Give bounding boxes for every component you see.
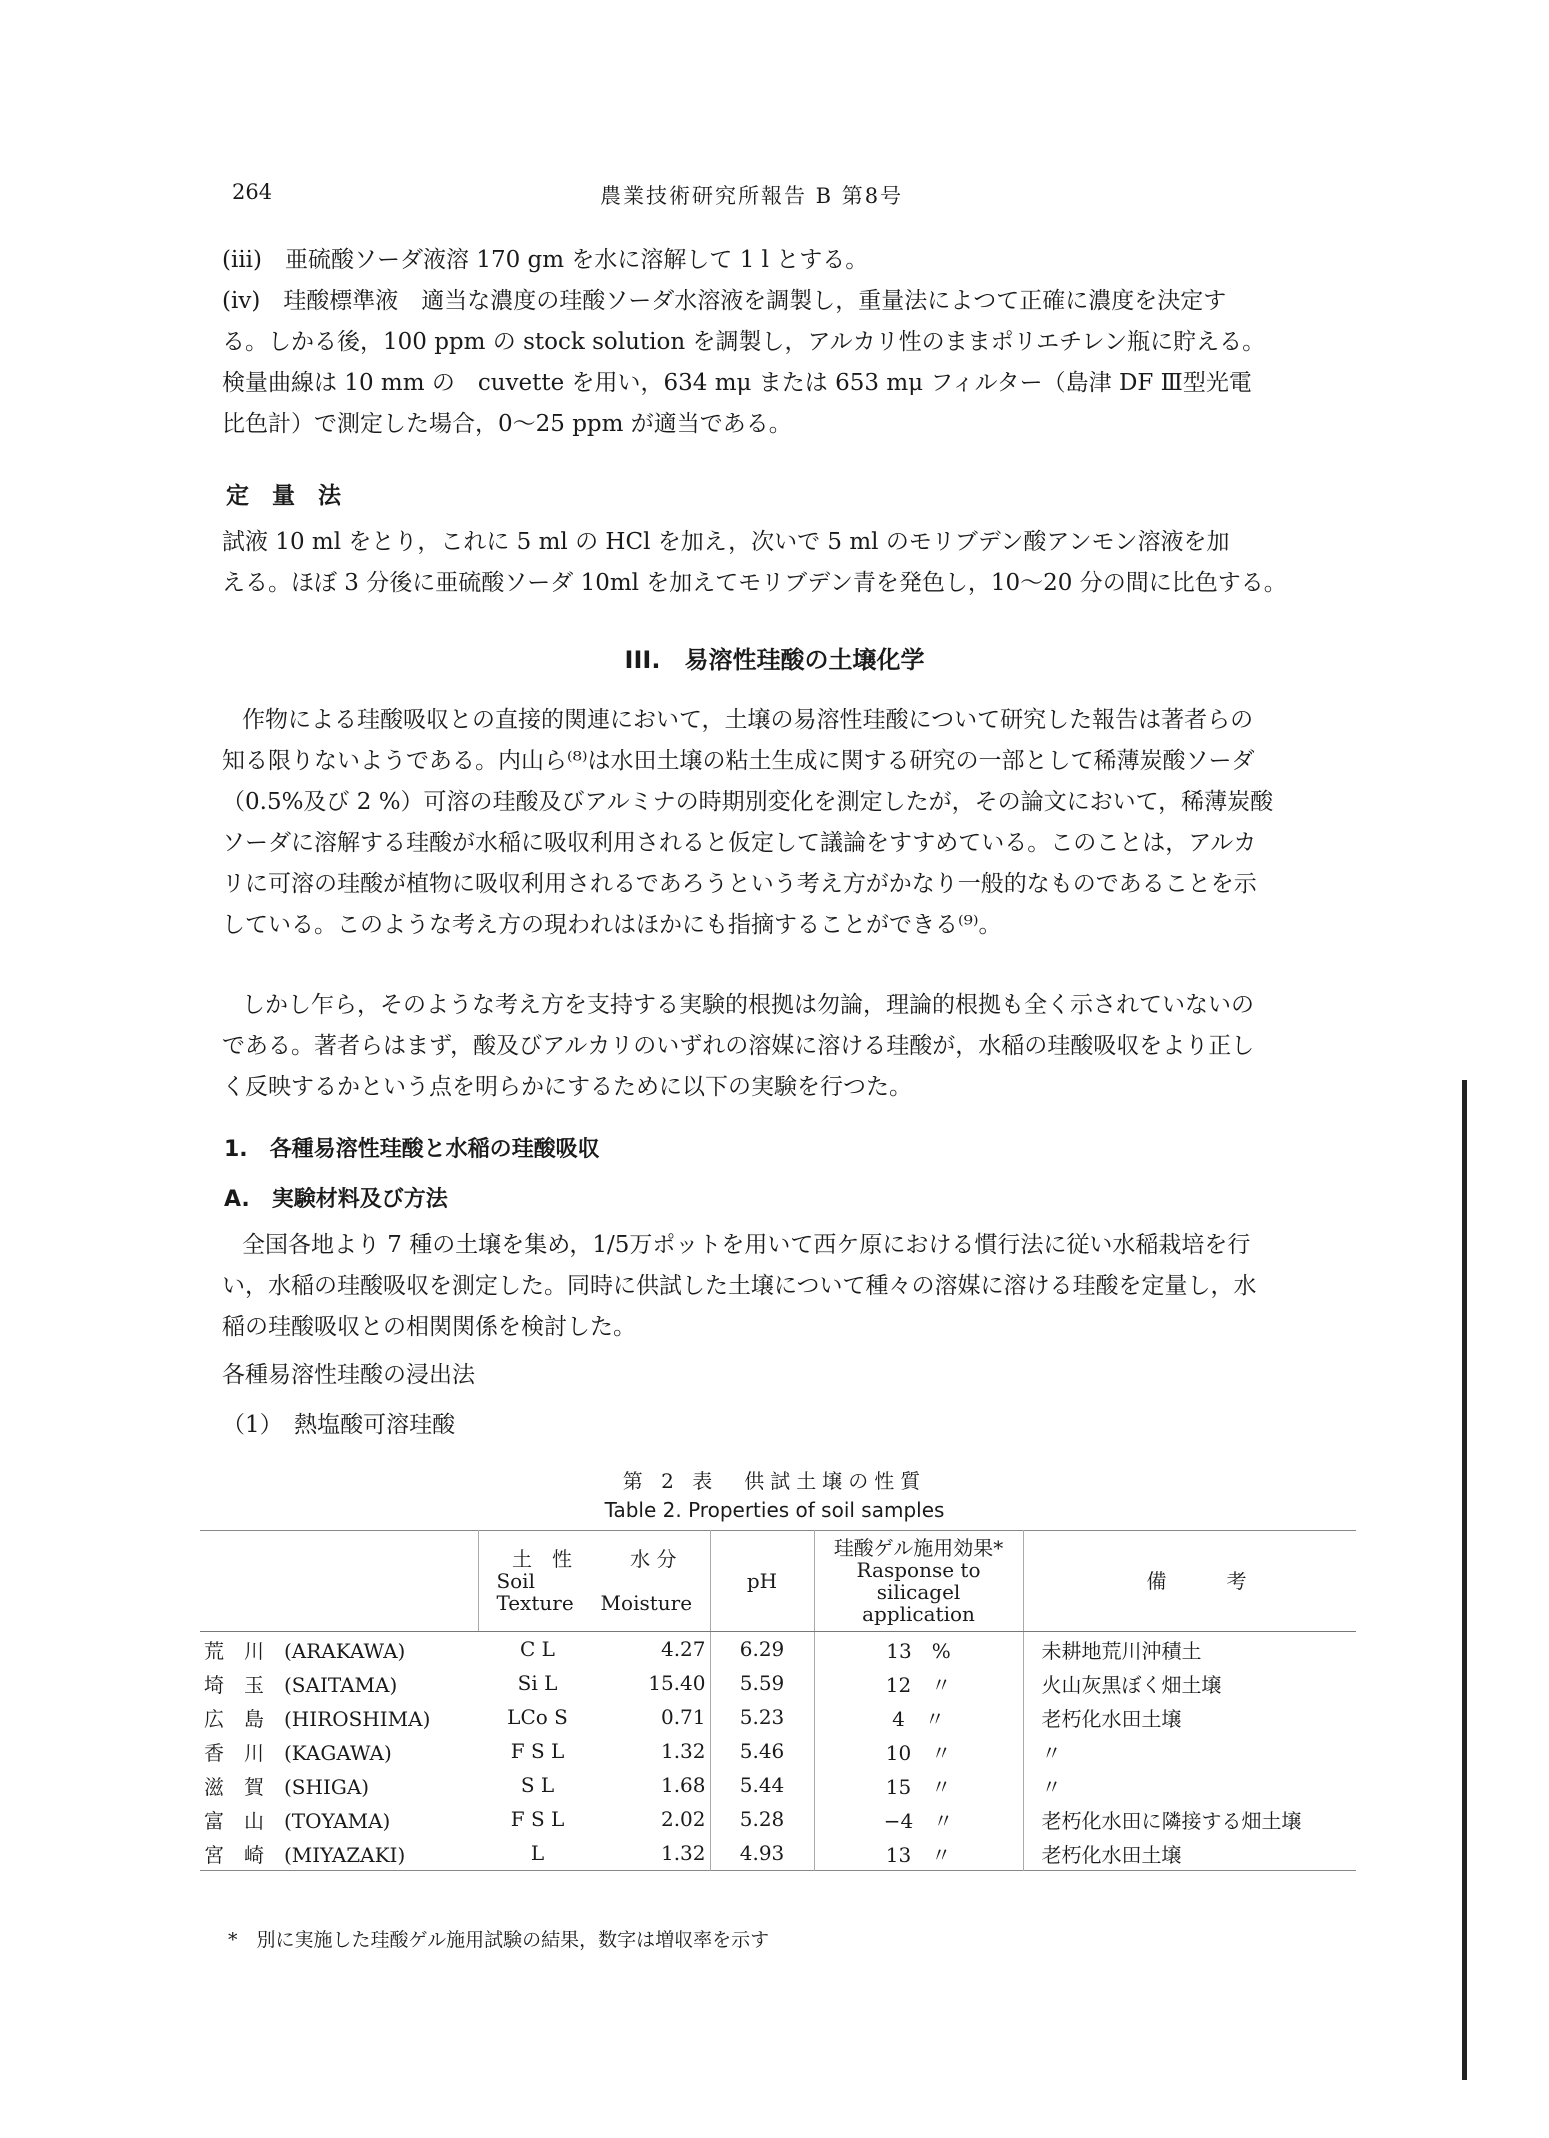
header-ph: pH [710, 1531, 814, 1632]
section-paragraph-1 [222, 700, 1307, 946]
cell-site: 富 山 (TOYAMA) [204, 1808, 391, 1833]
header-remarks: 備 考 [1023, 1531, 1356, 1632]
cell-moisture: 1.32 [660, 1841, 706, 1865]
cell-texture: F S L [510, 1739, 565, 1763]
header-texture-en: Soil Texture [496, 1569, 574, 1615]
cell-remarks: 老朽化水田土壌 [1041, 1706, 1182, 1731]
table-row [200, 1666, 1356, 1700]
reagent-list [222, 240, 1307, 445]
para-line: （0.5%及び 2 %）可溶の珪酸及びアルミナの時期別変化を測定したが，その論文において，稀薄炭酸 [222, 789, 1274, 815]
header-moisture-ja: 水 分 [630, 1547, 677, 1571]
cell-response: 15 〃 [814, 1768, 1023, 1802]
cell-remarks: 未耕地荒川沖積土 [1041, 1638, 1202, 1663]
cell-remarks: 老朽化水田土壌 [1041, 1842, 1182, 1867]
cell-response: 10 〃 [814, 1734, 1023, 1768]
table-footnote: * 別に実施した珪酸ゲル施用試験の結果，数字は増収率を示す [228, 1929, 770, 1951]
cell-moisture: 15.40 [648, 1671, 706, 1695]
subsection-a-heading: A. 実験材料及び方法 [224, 1187, 448, 1212]
cell-ph: 5.46 [710, 1734, 814, 1768]
quant-line: える。ほぼ 3 分後に亜硫酸ソーダ 10ml を加えてモリブデン青を発色し，10～20 分の間に比色する。 [222, 570, 1287, 596]
para-line: 稲の珪酸吸収との相関関係を検討した。 [222, 1314, 636, 1340]
cell-texture: F S L [510, 1807, 565, 1831]
reagent-iv-line: (iv) 珪酸標準液 適当な濃度の珪酸ソーダ水溶液を調製し，重量法によつて正確に濃度を決定す [222, 288, 1227, 314]
cell-ph: 5.44 [710, 1768, 814, 1802]
reagent-iv-line: 検量曲線は 10 mm の cuvette を用い，634 mμ または 653 mμ フィルター（島津 DF Ⅲ型光電 [222, 370, 1252, 396]
reagent-iv-line: る。しかる後，100 ppm の stock solution を調製し，アルカリ性のままポリエチレン瓶に貯える。 [222, 329, 1266, 355]
header-response-ja: 珪酸ゲル施用効果* [833, 1536, 1004, 1560]
para-line: く反映するかという点を明らかにするために以下の実験を行つた。 [222, 1074, 912, 1100]
table-row [200, 1734, 1356, 1768]
quant-heading: 定 量 法 [226, 482, 341, 509]
subsection-heading: 1. 各種易溶性珪酸と水稲の珪酸吸収 [224, 1137, 600, 1162]
header-response [814, 1531, 1023, 1632]
table-row [200, 1836, 1356, 1871]
table-row [200, 1632, 1356, 1667]
cell-site: 広 島 (HIROSHIMA) [204, 1706, 431, 1731]
para-line: 知る限りないようである。内山ら⁽⁸⁾は水田土壌の粘土生成に関する研究の一部として稀薄炭酸ソーダ [222, 748, 1255, 774]
table-row [200, 1768, 1356, 1802]
table-row [200, 1700, 1356, 1734]
header-texture-moisture [479, 1531, 711, 1632]
reagent-iii: (iii) 亜硫酸ソーダ液溶 170 gm を水に溶解して 1 l とする。 [222, 247, 869, 273]
cell-remarks: 火山灰黒ぼく畑土壌 [1041, 1672, 1222, 1697]
cell-remarks: 老朽化水田に隣接する畑土壌 [1041, 1808, 1302, 1833]
extraction-item: （1） 熱塩酸可溶珪酸 [222, 1412, 456, 1438]
cell-site: 荒 川 (ARAKAWA) [204, 1638, 406, 1663]
cell-ph: 5.28 [710, 1802, 814, 1836]
cell-moisture: 1.68 [660, 1773, 706, 1797]
cell-ph: 5.23 [710, 1700, 814, 1734]
para-line: リに可溶の珪酸が植物に吸収利用されるであろうという考え方がかなり一般的なものであることを示 [222, 871, 1257, 897]
cell-response: 4 〃 [814, 1700, 1023, 1734]
reagent-iv-line: 比色計）で測定した場合，0～25 ppm が適当である。 [222, 411, 792, 437]
cell-ph: 6.29 [710, 1632, 814, 1667]
cell-remarks: 〃 [1041, 1774, 1062, 1799]
cell-ph: 5.59 [710, 1666, 814, 1700]
cell-texture: L [530, 1841, 545, 1865]
para-line: ソーダに溶解する珪酸が水稲に吸収利用されると仮定して議論をすすめている。このことは，アルカ [222, 830, 1257, 856]
quant-line: 試液 10 ml をとり，これに 5 ml の HCl を加え，次いで 5 ml のモリブデン酸アンモン溶液を加 [222, 529, 1230, 555]
cell-texture: C L [520, 1637, 555, 1661]
para-line: しかし乍ら，そのような考え方を支持する実験的根拠は勿論，理論的根拠も全く示されていないの [242, 992, 1254, 1018]
header-moisture-en: Moisture [600, 1591, 693, 1615]
cell-moisture: 0.71 [660, 1705, 706, 1729]
running-title: 農業技術研究所報告 B 第8号 [600, 184, 904, 208]
cell-texture: S L [520, 1773, 555, 1797]
cell-response: −4 〃 [814, 1802, 1023, 1836]
section-paragraph-3 [222, 1225, 1307, 1348]
section-paragraph-2 [222, 985, 1307, 1108]
cell-moisture: 1.32 [660, 1739, 706, 1763]
cell-ph: 4.93 [710, 1836, 814, 1871]
table-row [200, 1802, 1356, 1836]
page-number: 264 [232, 180, 273, 204]
para-line: い，水稲の珪酸吸収を測定した。同時に供試した土壌について種々の溶媒に溶ける珪酸を定量し，水 [222, 1273, 1257, 1299]
soil-properties-table [200, 1530, 1356, 1871]
cell-moisture: 4.27 [660, 1637, 706, 1661]
cell-texture: Si L [517, 1671, 558, 1695]
cell-site: 宮 崎 (MIYAZAKI) [204, 1842, 406, 1867]
header-texture-ja: 土 性 [512, 1547, 573, 1571]
section-heading: III. 易溶性珪酸の土壌化学 [624, 646, 925, 674]
scan-edge-mark [1462, 1080, 1467, 2080]
quant-paragraph [222, 522, 1307, 604]
cell-response: 13 % [814, 1632, 1023, 1667]
cell-texture: LCo S [507, 1705, 568, 1729]
cell-site: 埼 玉 (SAITAMA) [204, 1672, 398, 1697]
cell-site: 滋 賀 (SHIGA) [204, 1774, 370, 1799]
cell-response: 12 〃 [814, 1666, 1023, 1700]
para-line: 作物による珪酸吸収との直接的関連において，土壌の易溶性珪酸について研究した報告は著者らの [242, 707, 1254, 733]
table-title-ja: 第 2 表 供試土壌の性質 [622, 1469, 927, 1493]
header-empty [200, 1531, 479, 1632]
cell-response: 13 〃 [814, 1836, 1023, 1871]
para-line: している。このような考え方の現われはほかにも指摘することができる⁽⁹⁾。 [222, 912, 1002, 938]
cell-moisture: 2.02 [660, 1807, 706, 1831]
table-title-en: Table 2. Properties of soil samples [604, 1498, 945, 1522]
para-line: である。著者らはまず，酸及びアルカリのいずれの溶媒に溶ける珪酸が，水稲の珪酸吸収をより正し [222, 1033, 1255, 1059]
header-response-en: Rasponse to silicagel application [856, 1558, 981, 1626]
cell-remarks: 〃 [1041, 1740, 1062, 1765]
para-line: 全国各地より 7 種の土壌を集め，1/5万ポットを用いて西ケ原における慣行法に従い水稲栽培を行 [242, 1232, 1251, 1258]
extraction-title: 各種易溶性珪酸の浸出法 [222, 1362, 475, 1388]
cell-site: 香 川 (KAGAWA) [204, 1740, 392, 1765]
